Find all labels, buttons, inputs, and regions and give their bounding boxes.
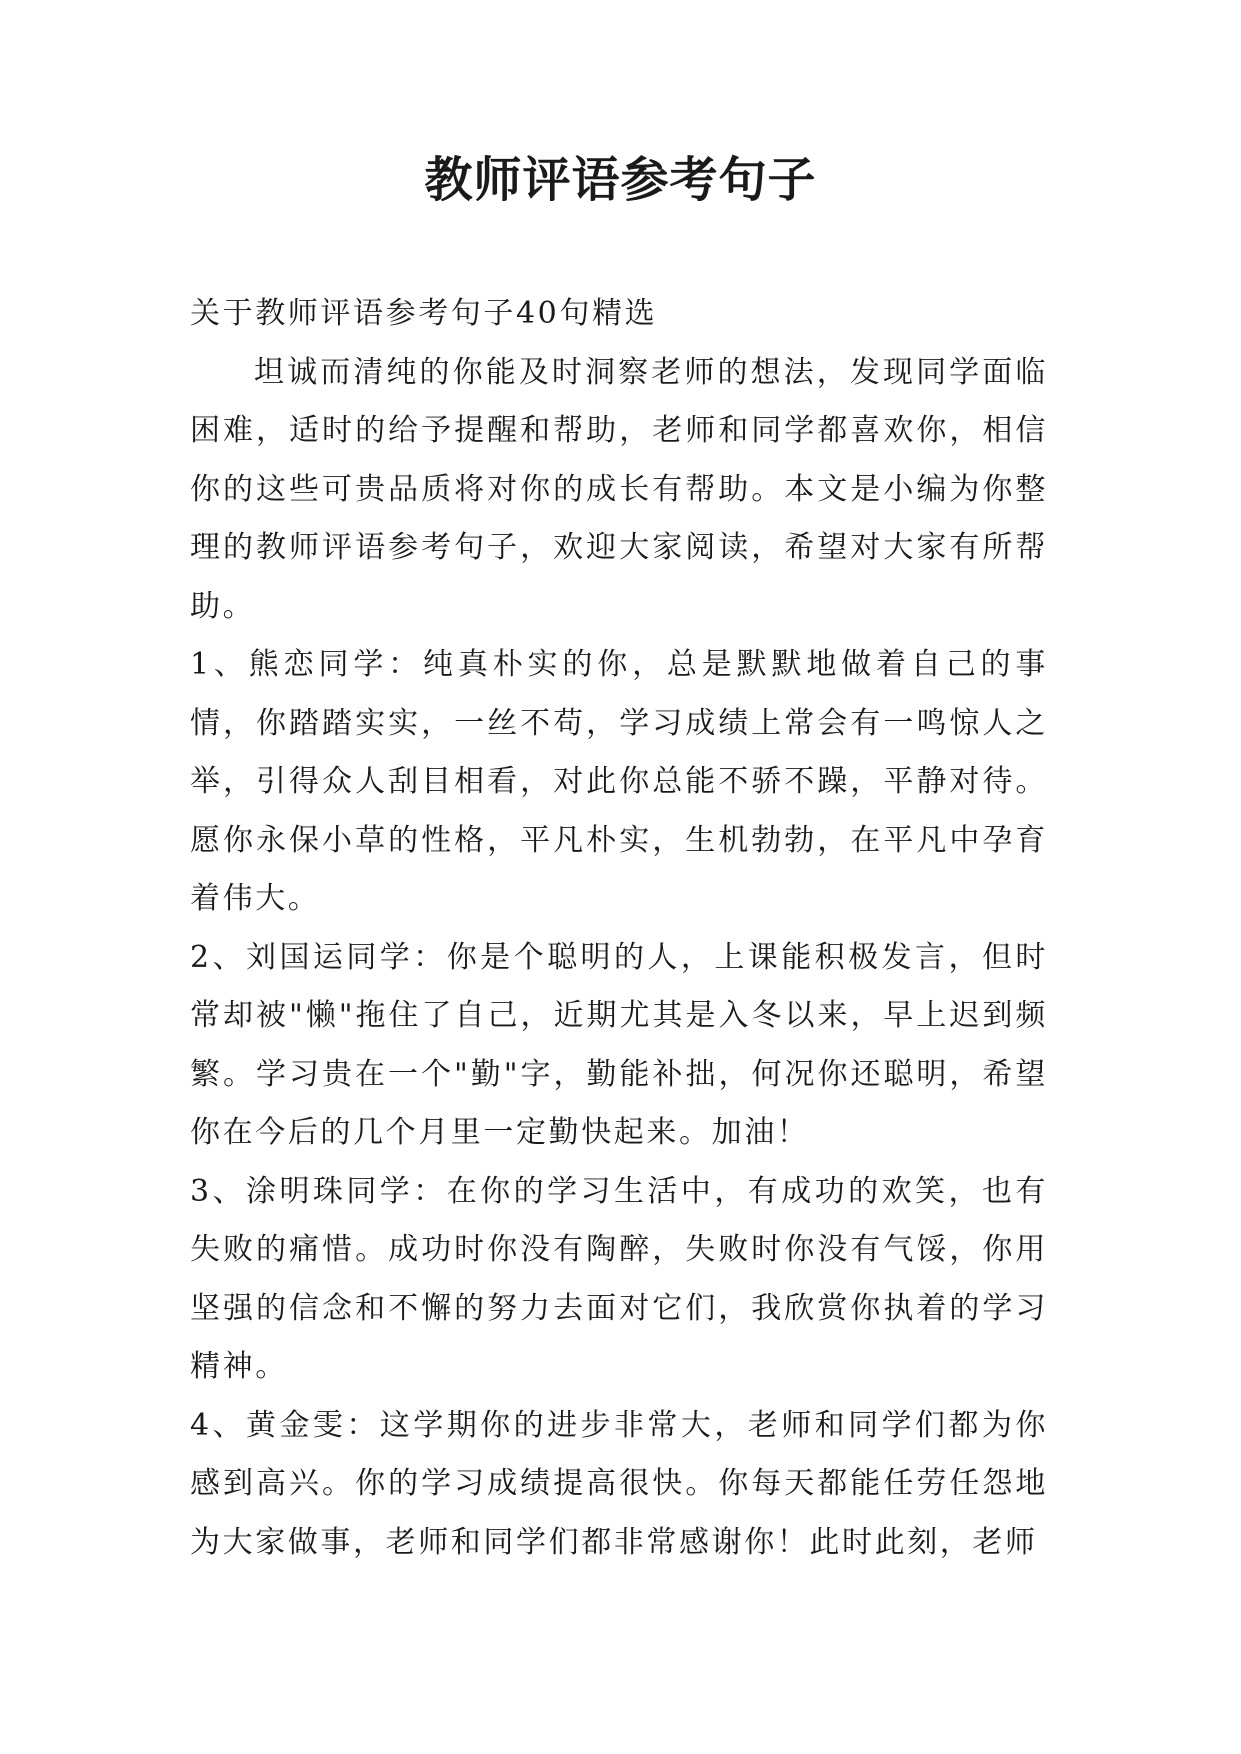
subtitle-line: 关于教师评语参考句子40句精选	[190, 296, 658, 331]
comment-item-3: 3、涂明珠同学：在你的学习生活中，有成功的欢笑，也有失败的痛惜。成功时你没有陶醉，失败时你没有气馁，你用坚强的信念和不懈的努力去面对它们，我欣赏你执着的学习精神。	[190, 1173, 1048, 1384]
comment-item-4: 4、黄金雯：这学期你的进步非常大，老师和同学们都为你感到高兴。你的学习成绩提高很快。你每天都能任劳任怨地为大家做事，老师和同学们都非常感谢你！此时此刻，老师	[190, 1407, 1048, 1560]
document-body	[190, 285, 1048, 1572]
comment-item-2: 2、刘国运同学：你是个聪明的人，上课能积极发言，但时常却被"懒"拖住了自己，近期尤其是入冬以来，早上迟到频繁。学习贵在一个"勤"字，勤能补拙，何况你还聪明，希望你在今后的几个月里一定勤快起来。加油！	[190, 939, 1048, 1150]
comment-item-1: 1、熊恋同学：纯真朴实的你，总是默默地做着自己的事情，你踏踏实实，一丝不苟，学习成绩上常会有一鸣惊人之举，引得众人刮目相看，对此你总能不骄不躁，平静对待。愿你永保小草的性格，平凡朴实，生机勃勃，在平凡中孕育着伟大。	[190, 647, 1048, 916]
intro-paragraph: 坦诚而清纯的你能及时洞察老师的想法，发现同学面临困难，适时的给予提醒和帮助，老师和同学都喜欢你，相信你的这些可贵品质将对你的成长有帮助。本文是小编为你整理的教师评语参考句子，欢迎大家阅读，希望对大家有所帮助。	[190, 354, 1048, 624]
page-title: 教师评语参考句子	[424, 152, 817, 208]
